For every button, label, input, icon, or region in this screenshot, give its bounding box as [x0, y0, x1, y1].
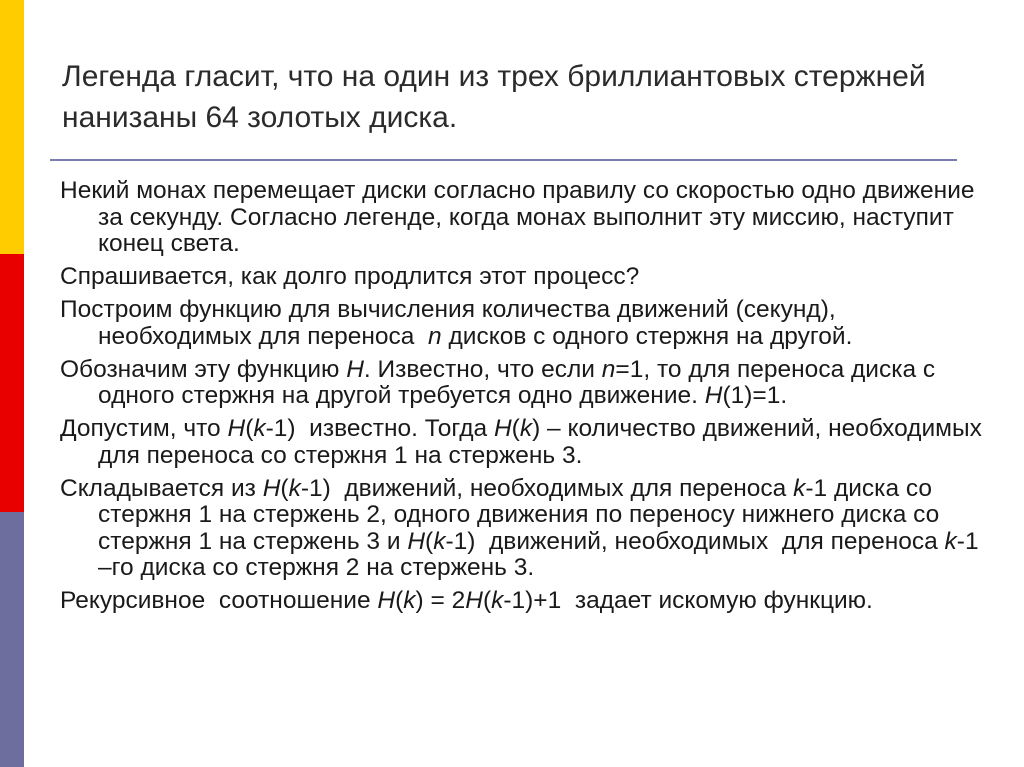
- body-paragraph: [60, 357, 995, 410]
- text-run: . Известно, что если: [363, 355, 602, 383]
- text-run: -1 диска со стержня 1 на стержень 2, одного движения по переносу нижнего диска со стержня 1 на стержень 3 и: [98, 474, 947, 555]
- text-run: ) – количество движений, необходимых для переноса со стержня 1 на стержень 3.: [98, 415, 989, 469]
- text-run: (1)=1.: [722, 382, 788, 409]
- text-run: -1) движений, необходимых для переноса: [300, 474, 794, 502]
- text-run: Обозначим эту функцию: [60, 355, 347, 383]
- title-divider: [50, 159, 957, 161]
- text-run: Спрашивается, как долго продлится этот процесс?: [60, 263, 640, 290]
- body-paragraph: [60, 178, 995, 258]
- slide-body: [60, 178, 995, 621]
- accent-band-purple: [0, 512, 24, 767]
- italic-text-run: k: [403, 587, 416, 614]
- italic-text-run: n: [428, 322, 442, 350]
- text-run: Построим функцию для вычисления количества движений (секунд), необходимых для переноса: [60, 296, 843, 350]
- text-run: ) = 2: [415, 587, 466, 614]
- text-run: Складывается из: [60, 474, 263, 502]
- body-paragraph: [60, 476, 995, 582]
- italic-text-run: H: [377, 587, 396, 614]
- text-run: -1)+1 задает искомую функцию.: [503, 587, 873, 614]
- text-run: =1, то для переноса диска с одного стержня на другой требуется одно движение.: [98, 355, 942, 409]
- slide-title: Легенда гласит, что на один из трех бриллиантовых стержней нанизаны 64 золотых диска.: [62, 60, 926, 134]
- text-run: Некий монах перемещает диски согласно правилу со скоростью одно движение за секунду. Согласно легенде, когда монах выполнит эту миссию, наступит конец света.: [60, 177, 982, 257]
- text-run: Допустим, что: [60, 415, 228, 442]
- text-run: дисков с одного стержня на другой.: [441, 322, 853, 350]
- italic-text-run: k: [288, 474, 301, 502]
- italic-text-run: k: [793, 474, 806, 502]
- body-paragraph: [60, 264, 995, 291]
- text-run: (: [511, 415, 520, 442]
- italic-text-run: k: [433, 527, 446, 555]
- body-paragraph: [60, 416, 995, 469]
- body-paragraph: [60, 297, 995, 350]
- text-run: (: [280, 474, 289, 502]
- text-run: -1 –го диска со стержня 2 на стержень 3.: [98, 527, 986, 581]
- text-run: -1) известно. Тогда: [265, 415, 494, 442]
- italic-text-run: n: [601, 355, 616, 383]
- italic-text-run: k: [944, 527, 957, 555]
- italic-text-run: H: [465, 587, 483, 614]
- accent-band-yellow: [0, 0, 24, 254]
- body-paragraph: [60, 588, 995, 615]
- accent-band-red: [0, 254, 24, 512]
- italic-text-run: H: [262, 474, 281, 502]
- text-run: (: [395, 587, 404, 614]
- italic-text-run: k: [519, 415, 533, 442]
- text-run: (: [245, 415, 254, 442]
- italic-text-run: H: [407, 527, 426, 555]
- text-run: Рекурсивное соотношение: [60, 587, 378, 614]
- italic-text-run: k: [491, 587, 504, 614]
- italic-text-run: H: [493, 415, 512, 442]
- italic-text-run: k: [253, 415, 266, 442]
- text-run: (: [425, 527, 434, 555]
- text-run: -1) движений, необходимых для переноса: [445, 527, 945, 555]
- italic-text-run: H: [704, 382, 723, 409]
- italic-text-run: H: [227, 415, 246, 442]
- text-run: (: [482, 587, 492, 614]
- italic-text-run: H: [346, 355, 364, 383]
